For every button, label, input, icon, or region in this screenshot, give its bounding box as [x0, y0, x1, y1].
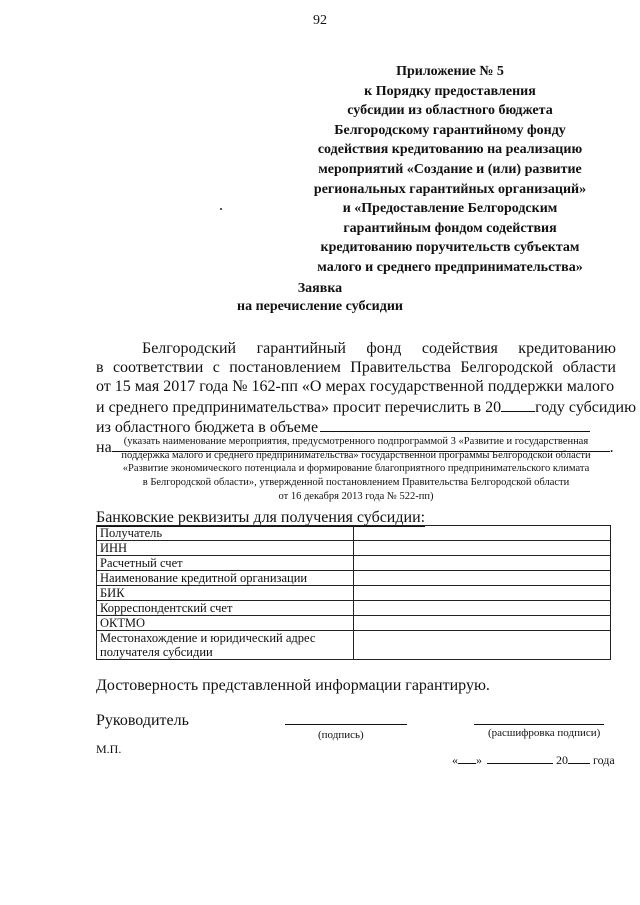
- document-title: [0, 280, 640, 316]
- body-word: с: [212, 359, 220, 377]
- page-number: 92: [313, 13, 327, 28]
- appendix-line: Приложение № 5: [396, 64, 504, 79]
- body-word: содействия: [421, 340, 498, 357]
- body-word: Белгородский: [142, 340, 237, 357]
- row-label: Расчетный счет: [97, 556, 354, 571]
- body-word: соответствии: [112, 359, 204, 377]
- body-word: фонд: [366, 340, 402, 357]
- month-blank-field[interactable]: [487, 752, 553, 764]
- value-cell[interactable]: [354, 616, 611, 631]
- note-line: «Развитие экономического потенциала и формирование благоприятного предпринимательского климата: [122, 463, 590, 475]
- row-label-line: получателя субсидии: [100, 645, 213, 659]
- day-blank-field[interactable]: [458, 752, 476, 764]
- decoding-caption: (расшифровка подписи): [488, 727, 601, 739]
- stamp-place-label: М.П.: [96, 742, 122, 756]
- value-cell[interactable]: [354, 571, 611, 586]
- row-label: ИНН: [97, 541, 354, 556]
- table-row: [97, 631, 611, 660]
- body-line-3: [96, 377, 616, 396]
- body-word: гарантийный: [256, 340, 346, 357]
- value-cell[interactable]: [354, 601, 611, 616]
- table-row: [97, 601, 611, 616]
- signature-caption: (подпись): [318, 729, 364, 741]
- year-blank-field[interactable]: [501, 397, 535, 412]
- row-label: Получатель: [97, 526, 354, 541]
- body-word: кредитованию: [518, 340, 616, 357]
- amount-blank-field[interactable]: [320, 417, 590, 432]
- row-label: Корреспондентский счет: [97, 601, 354, 616]
- scan-speck: [220, 208, 222, 210]
- bank-details-table: [96, 525, 611, 660]
- row-label: [97, 631, 354, 660]
- signature-decoding-line[interactable]: [474, 724, 604, 725]
- body-word: в: [96, 359, 104, 377]
- subtitle-line: на перечисление субсидии: [237, 299, 403, 314]
- date-line: [452, 752, 615, 768]
- row-label: БИК: [97, 586, 354, 601]
- bank-details-title-text: Банковские реквизиты для получения субсидии:: [96, 509, 426, 526]
- table-row: [97, 586, 611, 601]
- table-row: [97, 541, 611, 556]
- row-label-line: Местонахождение и юридический адрес: [100, 631, 316, 645]
- appendix-line: Белгородскому гарантийному фонду: [334, 122, 566, 138]
- appendix-line: малого и среднего предпринимательства»: [317, 259, 583, 275]
- note-line: поддержка малого и среднего предпринимательства» государственной программы Белгородской области: [121, 449, 591, 461]
- appendix-line: содействия кредитованию на реализацию: [317, 142, 583, 158]
- body-line-5: [96, 417, 616, 437]
- table-row: [97, 616, 611, 631]
- value-cell[interactable]: [354, 541, 611, 556]
- row-label: Наименование кредитной организации: [97, 571, 354, 586]
- guarantee-statement: Достоверность представленной информации гарантирую.: [96, 677, 490, 694]
- date-quote-open: «: [452, 753, 458, 767]
- appendix-line: к Порядку предоставления: [364, 83, 536, 99]
- body-word: Белгородской: [460, 359, 554, 377]
- note-line: (указать наименование мероприятия, предусмотренного подпрограммой 3 «Развитие и государственная: [123, 436, 589, 447]
- body-line-2: [96, 358, 616, 377]
- appendix-line: и «Предоставление Белгородским: [342, 201, 558, 217]
- year-blank-field[interactable]: [568, 752, 590, 764]
- body-line-1: [96, 339, 616, 358]
- date-year-word: года: [593, 753, 615, 767]
- body-word: Правительства: [350, 359, 451, 377]
- body-word: постановлением: [229, 359, 341, 377]
- appendix-heading: [250, 62, 640, 278]
- line-end-period: .: [609, 439, 614, 457]
- appendix-line: кредитованию поручительств субъектам: [320, 240, 580, 256]
- date-quote-close: »: [476, 753, 482, 767]
- value-cell[interactable]: [354, 526, 611, 541]
- note-line: в Белгородской области», утвержденной постановлением Правительства Белгородской области: [142, 477, 570, 489]
- body-text-line: и среднего предпринимательства» просит перечислить в 20: [96, 398, 502, 416]
- field-instruction-note: [96, 435, 616, 504]
- appendix-line: субсидии из областного бюджета: [347, 103, 553, 119]
- head-signatory-label: Руководитель: [96, 712, 189, 729]
- signature-line[interactable]: [285, 724, 407, 725]
- body-text-line: на: [96, 439, 112, 457]
- body-text-line: от 15 мая 2017 года № 162-пп «О мерах государственной поддержки малого: [96, 378, 615, 396]
- table-row: [97, 526, 611, 541]
- body-text-line: году субсидию: [535, 398, 637, 416]
- appendix-line: мероприятий «Создание и (или) развитие: [318, 161, 582, 177]
- value-cell[interactable]: [354, 586, 611, 601]
- body-word: области: [562, 359, 616, 377]
- value-cell[interactable]: [354, 631, 611, 660]
- table-row: [97, 571, 611, 586]
- date-year-prefix: 20: [556, 753, 568, 767]
- row-label: ОКТМО: [97, 616, 354, 631]
- appendix-line: гарантийным фондом содействия: [343, 220, 557, 236]
- note-line: от 16 декабря 2013 года № 522-пп): [278, 490, 434, 502]
- table-row: [97, 556, 611, 571]
- body-text-line: из областного бюджета в объеме: [96, 418, 319, 436]
- body-line-4: [96, 397, 637, 417]
- title-line: Заявка: [297, 281, 343, 296]
- appendix-line: региональных гарантийных организаций»: [313, 181, 587, 197]
- value-cell[interactable]: [354, 556, 611, 571]
